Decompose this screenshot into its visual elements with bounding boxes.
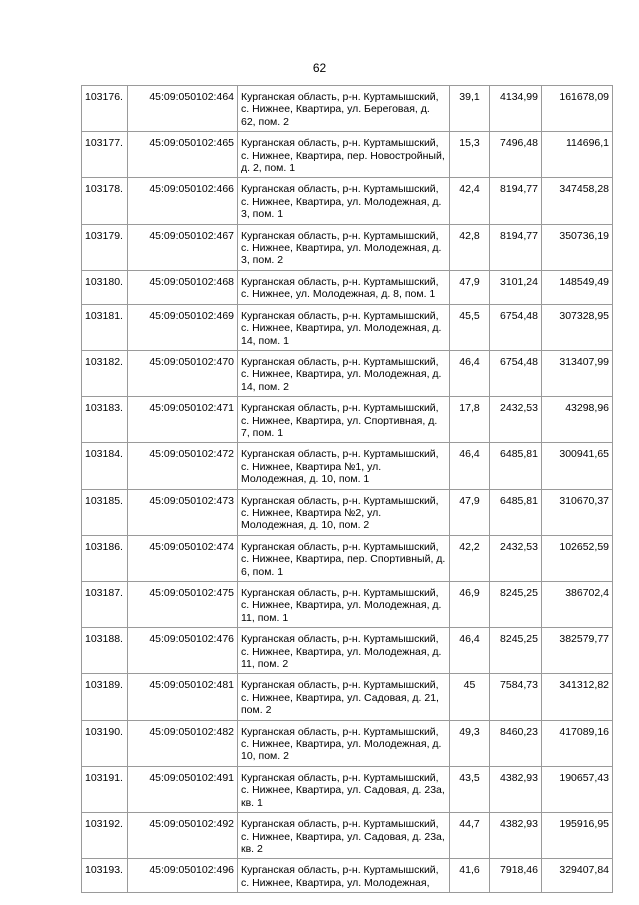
area-cell: 41,6 [450, 859, 490, 893]
unit-price-cell: 7918,46 [490, 859, 542, 893]
cadastral-number-cell: 45:09:050102:469 [128, 304, 238, 350]
address-cell: Курганская область, р-н. Куртамышский, с. Нижнее, Квартира, ул. Молодежная, д. 14, пом. 1 [238, 304, 450, 350]
address-cell: Курганская область, р-н. Куртамышский, с. Нижнее, Квартира, ул. Молодежная, д. 3, пом. 1 [238, 178, 450, 224]
address-cell: Курганская область, р-н. Куртамышский, с. Нижнее, Квартира, пер. Новостройный, д. 2, пом. 1 [238, 132, 450, 178]
address-cell: Курганская область, р-н. Куртамышский, с. Нижнее, Квартира №2, ул. Молодежная, д. 10, пом. 2 [238, 489, 450, 535]
row-number-cell: 103183. [82, 397, 128, 443]
address-cell: Курганская область, р-н. Куртамышский, с. Нижнее, Квартира №1, ул. Молодежная, д. 10, пом. 1 [238, 443, 450, 489]
cadastral-number-cell: 45:09:050102:496 [128, 859, 238, 893]
address-cell: Курганская область, р-н. Куртамышский, с. Нижнее, Квартира, ул. Молодежная, д. 10, пом. 2 [238, 720, 450, 766]
cadastral-number-cell: 45:09:050102:468 [128, 270, 238, 304]
address-cell: Курганская область, р-н. Куртамышский, с. Нижнее, Квартира, ул. Спортивная, д. 7, пом. 1 [238, 397, 450, 443]
table-row [82, 674, 613, 720]
cadastral-value-cell: 386702,4 [542, 582, 613, 628]
table-row [82, 813, 613, 859]
table-row [82, 304, 613, 350]
address-cell: Курганская область, р-н. Куртамышский, с. Нижнее, Квартира, ул. Молодежная, д. 11, пом. 2 [238, 628, 450, 674]
table-row [82, 86, 613, 132]
area-cell: 42,8 [450, 224, 490, 270]
cadastral-value-cell: 310670,37 [542, 489, 613, 535]
area-cell: 45,5 [450, 304, 490, 350]
address-cell: Курганская область, р-н. Куртамышский, с. Нижнее, Квартира, ул. Береговая, д. 62, пом. 2 [238, 86, 450, 132]
cadastral-value-cell: 43298,96 [542, 397, 613, 443]
area-cell: 47,9 [450, 270, 490, 304]
row-number-cell: 103187. [82, 582, 128, 628]
table-row [82, 350, 613, 396]
cadastral-number-cell: 45:09:050102:473 [128, 489, 238, 535]
page-number: 62 [312, 61, 327, 75]
table-row [82, 178, 613, 224]
property-registry-table [81, 85, 613, 893]
row-number-cell: 103185. [82, 489, 128, 535]
unit-price-cell: 8245,25 [490, 582, 542, 628]
cadastral-number-cell: 45:09:050102:471 [128, 397, 238, 443]
cadastral-value-cell: 350736,19 [542, 224, 613, 270]
row-number-cell: 103192. [82, 813, 128, 859]
cadastral-value-cell: 313407,99 [542, 350, 613, 396]
unit-price-cell: 8245,25 [490, 628, 542, 674]
cadastral-value-cell: 161678,09 [542, 86, 613, 132]
area-cell: 49,3 [450, 720, 490, 766]
unit-price-cell: 4134,99 [490, 86, 542, 132]
table-row [82, 443, 613, 489]
row-number-cell: 103184. [82, 443, 128, 489]
area-cell: 17,8 [450, 397, 490, 443]
row-number-cell: 103178. [82, 178, 128, 224]
area-cell: 44,7 [450, 813, 490, 859]
address-cell: Курганская область, р-н. Куртамышский, с. Нижнее, Квартира, ул. Молодежная, д. 3, пом. 2 [238, 224, 450, 270]
cadastral-number-cell: 45:09:050102:482 [128, 720, 238, 766]
area-cell: 39,1 [450, 86, 490, 132]
cadastral-number-cell: 45:09:050102:475 [128, 582, 238, 628]
area-cell: 46,9 [450, 582, 490, 628]
row-number-cell: 103188. [82, 628, 128, 674]
unit-price-cell: 7496,48 [490, 132, 542, 178]
row-number-cell: 103179. [82, 224, 128, 270]
area-cell: 42,2 [450, 535, 490, 581]
table-row [82, 628, 613, 674]
row-number-cell: 103182. [82, 350, 128, 396]
unit-price-cell: 2432,53 [490, 535, 542, 581]
row-number-cell: 103181. [82, 304, 128, 350]
address-cell: Курганская область, р-н. Куртамышский, с. Нижнее, Квартира, ул. Молодежная, д. 11, пом. 1 [238, 582, 450, 628]
unit-price-cell: 6754,48 [490, 304, 542, 350]
address-cell: Курганская область, р-н. Куртамышский, с. Нижнее, Квартира, ул. Садовая, д. 23а, кв. 1 [238, 766, 450, 812]
row-number-cell: 103190. [82, 720, 128, 766]
cadastral-number-cell: 45:09:050102:465 [128, 132, 238, 178]
cadastral-number-cell: 45:09:050102:491 [128, 766, 238, 812]
table-row [82, 720, 613, 766]
row-number-cell: 103191. [82, 766, 128, 812]
unit-price-cell: 2432,53 [490, 397, 542, 443]
cadastral-number-cell: 45:09:050102:472 [128, 443, 238, 489]
unit-price-cell: 8460,23 [490, 720, 542, 766]
cadastral-number-cell: 45:09:050102:476 [128, 628, 238, 674]
row-number-cell: 103180. [82, 270, 128, 304]
table-row [82, 535, 613, 581]
cadastral-number-cell: 45:09:050102:464 [128, 86, 238, 132]
unit-price-cell: 6754,48 [490, 350, 542, 396]
unit-price-cell: 6485,81 [490, 443, 542, 489]
unit-price-cell: 6485,81 [490, 489, 542, 535]
cadastral-number-cell: 45:09:050102:474 [128, 535, 238, 581]
table-row [82, 489, 613, 535]
table-row [82, 397, 613, 443]
row-number-cell: 103186. [82, 535, 128, 581]
area-cell: 45 [450, 674, 490, 720]
area-cell: 42,4 [450, 178, 490, 224]
area-cell: 47,9 [450, 489, 490, 535]
area-cell: 46,4 [450, 350, 490, 396]
row-number-cell: 103189. [82, 674, 128, 720]
unit-price-cell: 4382,93 [490, 813, 542, 859]
cadastral-value-cell: 195916,95 [542, 813, 613, 859]
cadastral-value-cell: 190657,43 [542, 766, 613, 812]
unit-price-cell: 4382,93 [490, 766, 542, 812]
row-number-cell: 103177. [82, 132, 128, 178]
cadastral-value-cell: 382579,77 [542, 628, 613, 674]
area-cell: 46,4 [450, 628, 490, 674]
unit-price-cell: 8194,77 [490, 178, 542, 224]
table-row [82, 270, 613, 304]
unit-price-cell: 8194,77 [490, 224, 542, 270]
cadastral-number-cell: 45:09:050102:481 [128, 674, 238, 720]
address-cell: Курганская область, р-н. Куртамышский, с. Нижнее, Квартира, ул. Молодежная, д. 14, пом. 2 [238, 350, 450, 396]
cadastral-value-cell: 347458,28 [542, 178, 613, 224]
cadastral-number-cell: 45:09:050102:466 [128, 178, 238, 224]
cadastral-value-cell: 148549,49 [542, 270, 613, 304]
table-row [82, 859, 613, 893]
address-cell: Курганская область, р-н. Куртамышский, с. Нижнее, Квартира, ул. Садовая, д. 23а, кв. 2 [238, 813, 450, 859]
cadastral-number-cell: 45:09:050102:492 [128, 813, 238, 859]
cadastral-value-cell: 329407,84 [542, 859, 613, 893]
unit-price-cell: 7584,73 [490, 674, 542, 720]
table-row [82, 766, 613, 812]
cadastral-value-cell: 114696,1 [542, 132, 613, 178]
cadastral-value-cell: 300941,65 [542, 443, 613, 489]
table-row [82, 582, 613, 628]
cadastral-value-cell: 417089,16 [542, 720, 613, 766]
table-row [82, 224, 613, 270]
unit-price-cell: 3101,24 [490, 270, 542, 304]
address-cell: Курганская область, р-н. Куртамышский, с. Нижнее, Квартира, ул. Молодежная, [238, 859, 450, 893]
cadastral-value-cell: 341312,82 [542, 674, 613, 720]
address-cell: Курганская область, р-н. Куртамышский, с. Нижнее, Квартира, пер. Спортивный, д. 6, пом. 1 [238, 535, 450, 581]
cadastral-value-cell: 102652,59 [542, 535, 613, 581]
row-number-cell: 103176. [82, 86, 128, 132]
row-number-cell: 103193. [82, 859, 128, 893]
cadastral-number-cell: 45:09:050102:467 [128, 224, 238, 270]
area-cell: 46,4 [450, 443, 490, 489]
address-cell: Курганская область, р-н. Куртамышский, с. Нижнее, ул. Молодежная, д. 8, пом. 1 [238, 270, 450, 304]
area-cell: 15,3 [450, 132, 490, 178]
cadastral-number-cell: 45:09:050102:470 [128, 350, 238, 396]
area-cell: 43,5 [450, 766, 490, 812]
table-row [82, 132, 613, 178]
cadastral-value-cell: 307328,95 [542, 304, 613, 350]
address-cell: Курганская область, р-н. Куртамышский, с. Нижнее, Квартира, ул. Садовая, д. 21, пом. 2 [238, 674, 450, 720]
